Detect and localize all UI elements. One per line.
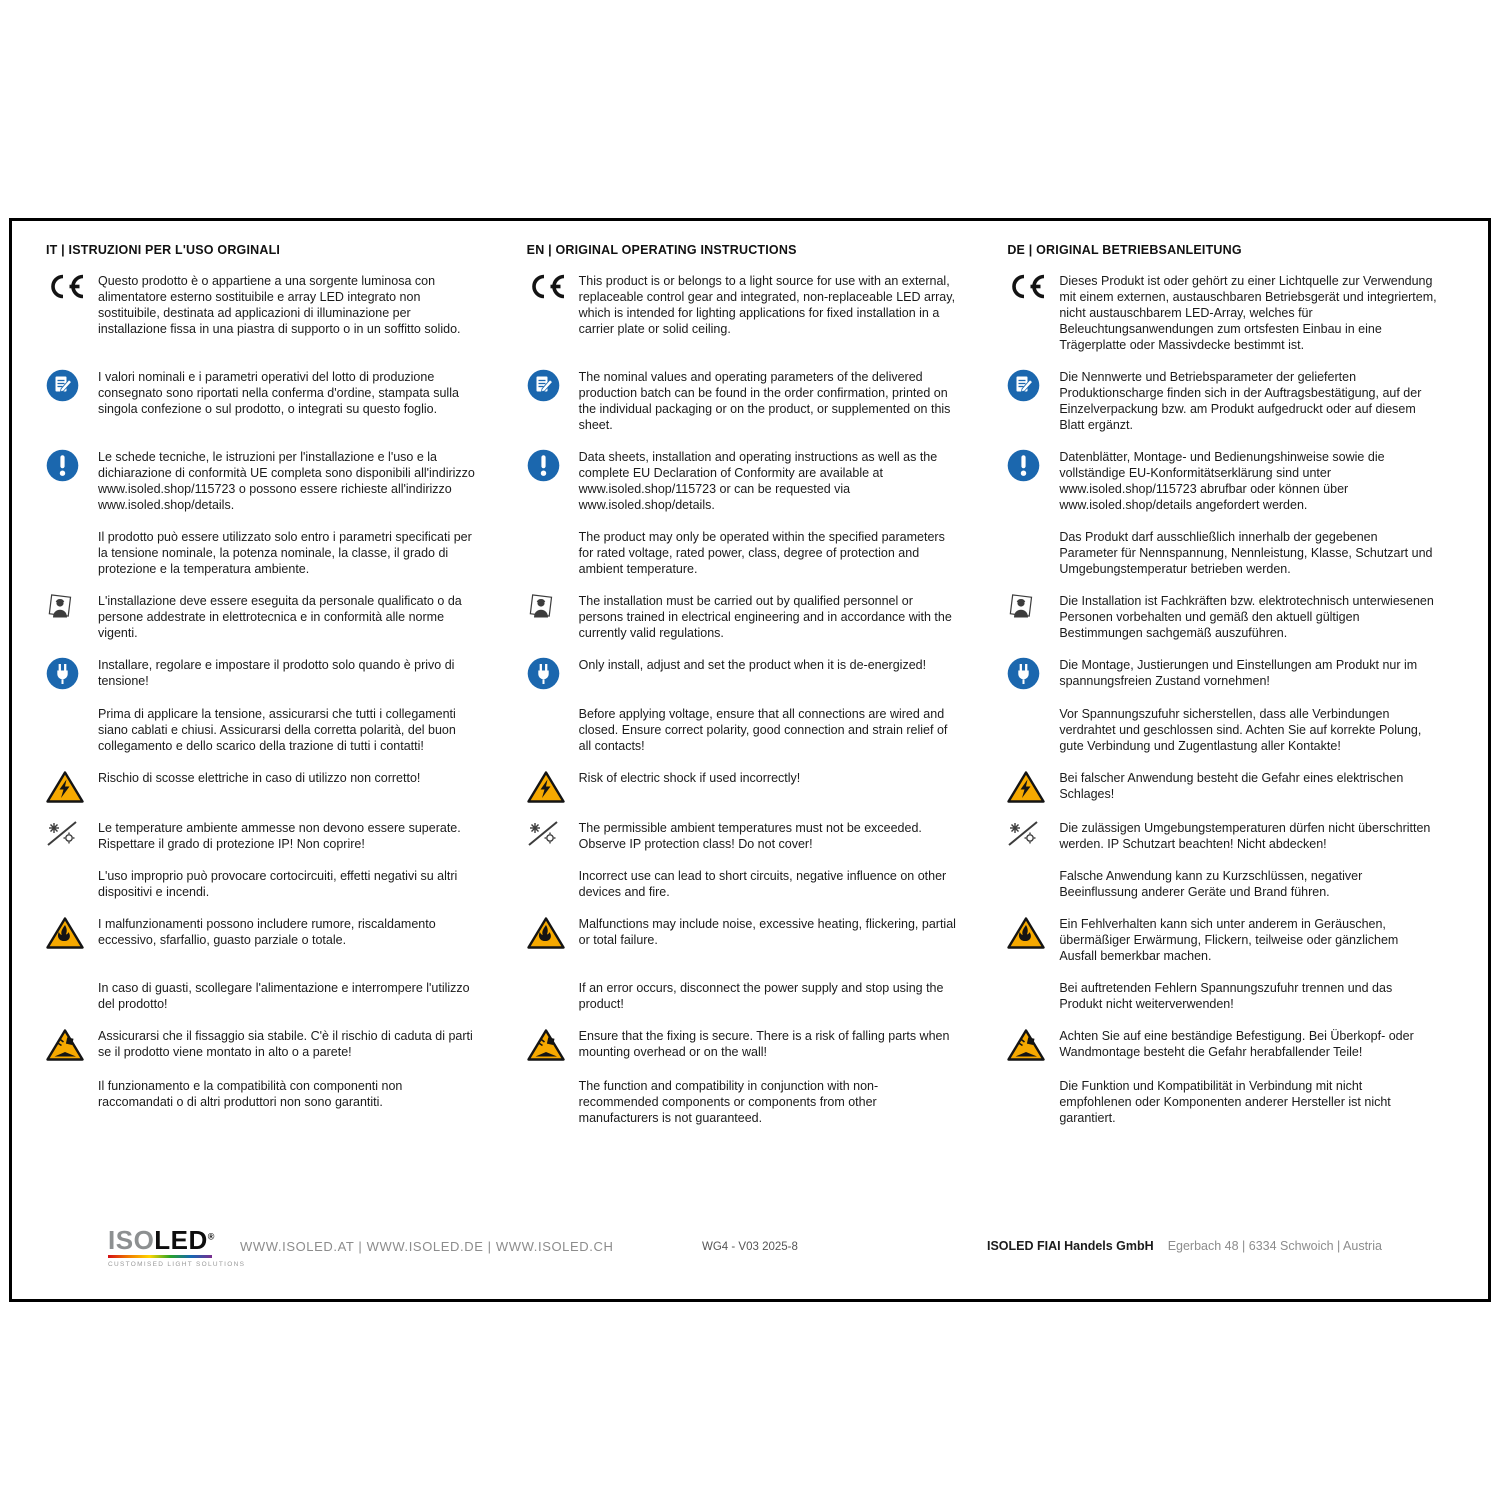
instruction-row-cell (46, 1078, 493, 1126)
instruction-text: Before applying voltage, ensure that all connections are wired and closed. Ensure correct polarity, good connection and strain relief of all contacts! (578, 707, 948, 753)
instruction-row-cell (1007, 449, 1454, 513)
instruction-text: Prima di applicare la tensione, assicurarsi che tutti i collegamenti siano cablati e chiusi. Assicurarsi della corretta polarità, del buon collegamento e dello scarico della trazione di tutti i contatti! (98, 707, 456, 753)
instruction-text: The installation must be carried out by qualified personnel or persons trained in electrical engineering and in accordance with the currently valid regulations. (578, 594, 952, 640)
isoled-logo-word (108, 1227, 238, 1253)
instruction-text: Data sheets, installation and operating instructions as well as the complete EU Declaration of Conformity are available at www.isoled.shop/115723 or can be requested via www.isoled.shop/details. (578, 450, 938, 512)
de-energize-icon (46, 657, 98, 690)
instruction-text: Il funzionamento e la compatibilità con componenti non raccomandati o di altri produttori non sono garantiti. (98, 1079, 403, 1109)
icon-spacer (527, 868, 579, 900)
instruction-text: I valori nominali e i parametri operativi del lotto di produzione consegnato sono riportati nella conferma d'ordine, stampata sulla singola confezione o sul prodotto, o integrati su questo foglio. (98, 370, 459, 416)
instruction-row-cell (527, 369, 974, 433)
instruction-row-cell (46, 529, 493, 577)
instruction-row-cell (1007, 369, 1454, 433)
instruction-row-cell (46, 706, 493, 754)
instruction-row-cell (1007, 1078, 1454, 1126)
instruction-text: Le temperature ambiente ammesse non devono essere superate. Rispettare il grado di protezione IP! Non coprire! (98, 821, 461, 851)
instruction-row-cell (527, 593, 974, 641)
instruction-row-cell (1007, 529, 1454, 577)
icon-spacer (46, 980, 98, 1012)
instruction-row-cell (1007, 820, 1454, 852)
instruction-row-cell (46, 369, 493, 433)
production-batch-icon (46, 369, 98, 433)
icon-spacer (1007, 529, 1059, 577)
company-name: ISOLED FIAI Handels GmbH (987, 1239, 1154, 1253)
column-header-2: DE | ORIGINAL BETRIEBSANLEITUNG (1007, 243, 1242, 257)
company-address: Egerbach 48 | 6334 Schwoich | Austria (1167, 1239, 1382, 1253)
instruction-text: The function and compatibility in conjunction with non-recommended components or components from other manufacturers is not guaranteed. (578, 1079, 879, 1125)
registered-mark-icon: ® (207, 1231, 215, 1242)
icon-spacer (46, 706, 98, 754)
production-batch-icon (527, 369, 579, 433)
instruction-row-cell (527, 449, 974, 513)
company-info (987, 1239, 1382, 1253)
instruction-text: Die Nennwerte und Betriebsparameter der gelieferten Produktionscharge finden sich in der Auftragsbestätigung, auf der Einzelverpackung bzw. am Produkt aufgedruckt oder auf diesem Blatt ergänzt. (1059, 370, 1422, 432)
instruction-text: If an error occurs, disconnect the power supply and stop using the product! (578, 981, 944, 1011)
de-energize-icon (1007, 657, 1059, 690)
instruction-row-cell (1007, 868, 1454, 900)
instruction-row-cell (46, 820, 493, 852)
malfunction-warning-icon (46, 916, 98, 964)
instruction-text: Achten Sie auf eine beständige Befestigung. Bei Überkopf- oder Wandmontage besteht die Gefahr herabfallender Teile! (1059, 1029, 1414, 1059)
document-version-code: WG4 - V03 2025-8 (702, 1241, 798, 1253)
qualified-personnel-icon (46, 593, 98, 641)
instruction-row-cell (527, 820, 974, 852)
icon-spacer (46, 868, 98, 900)
instruction-text: Incorrect use can lead to short circuits, negative influence on other devices and fire. (578, 869, 947, 899)
instructions-grid (46, 243, 1454, 1142)
ce-mark-icon (527, 273, 579, 353)
instruction-text: Il prodotto può essere utilizzato solo entro i parametri specificati per la tensione nominale, la potenza nominale, la classe, il grado di protezione e la temperatura ambiente. (98, 530, 472, 576)
instruction-text: In caso di guasti, scollegare l'alimentazione e interrompere l'utilizzo del prodotto! (98, 981, 470, 1011)
instruction-text: Die Funktion und Kompatibilität in Verbindung mit nicht empfohlenen oder Komponenten anderer Hersteller ist nicht garantiert. (1059, 1079, 1391, 1125)
instruction-row-cell (46, 770, 493, 804)
ce-mark-icon (46, 273, 98, 353)
instruction-row-cell (46, 449, 493, 513)
instruction-row-cell (527, 916, 974, 964)
icon-spacer (1007, 706, 1059, 754)
instruction-text: Bei falscher Anwendung besteht die Gefahr eines elektrischen Schlages! (1059, 771, 1404, 801)
malfunction-warning-icon (527, 916, 579, 964)
instruction-row-cell (1007, 273, 1454, 353)
instruction-text: Only install, adjust and set the product when it is de-energized! (578, 658, 927, 672)
instruction-row-cell (1007, 593, 1454, 641)
qualified-personnel-icon (527, 593, 579, 641)
icon-spacer (1007, 868, 1059, 900)
falling-parts-warning-icon (527, 1028, 579, 1062)
instruction-text: L'installazione deve essere eseguita da personale qualificato o da persone addestrate in elettrotecnica e in conformità alle norme vigenti. (98, 594, 462, 640)
ambient-temperature-icon (1007, 820, 1059, 852)
instruction-text: Rischio di scosse elettriche in caso di utilizzo non corretto! (98, 771, 421, 785)
production-batch-icon (1007, 369, 1059, 433)
instruction-text: Die Installation ist Fachkräften bzw. elektrotechnisch unterwiesenen Personen vorbehalten und gemäß den aktuell gültigen Bestimmungen sachgemäß auszuführen. (1059, 594, 1434, 640)
instruction-row-cell (46, 1028, 493, 1062)
electric-shock-warning-icon (1007, 770, 1059, 804)
qualified-personnel-icon (1007, 593, 1059, 641)
instruction-row-cell (1007, 657, 1454, 690)
sheet-footer (72, 1227, 1448, 1275)
instruction-row-cell (46, 593, 493, 641)
instruction-text: Assicurarsi che il fissaggio sia stabile. C'è il rischio di caduta di parti se il prodotto viene montato in alto o a parete! (98, 1029, 473, 1059)
instruction-text: The product may only be operated within the specified parameters for rated voltage, rated power, class, degree of protection and ambient temperature. (578, 530, 945, 576)
icon-spacer (527, 706, 579, 754)
icon-spacer (1007, 1078, 1059, 1126)
instruction-text: Installare, regolare e impostare il prodotto solo quando è privo di tensione! (98, 658, 455, 688)
electric-shock-warning-icon (46, 770, 98, 804)
icon-spacer (1007, 980, 1059, 1012)
logo-iso-text: ISO (108, 1225, 155, 1255)
instruction-text: Datenblätter, Montage- und Bedienungshinweise sowie die vollständige EU-Konformitätserklärung sind unter www.isoled.shop/115723 abrufbar oder können über www.isoled.shop/details angefordert werden. (1059, 450, 1385, 512)
instruction-row-cell (527, 770, 974, 804)
instruction-text: Ensure that the fixing is secure. There is a risk of falling parts when mounting overhead or on the wall! (578, 1029, 950, 1059)
instruction-row-cell (527, 1028, 974, 1062)
logo-led-text: LED (154, 1225, 208, 1255)
instruction-row-cell (1007, 770, 1454, 804)
instruction-text: Ein Fehlverhalten kann sich unter anderem in Geräuschen, übermäßiger Erwärmung, Flickern, teilweise oder gänzlichem Ausfall bemerkbar machen. (1059, 917, 1399, 963)
instruction-sheet-frame (9, 218, 1491, 1302)
documentation-icon (1007, 449, 1059, 513)
instruction-text: Bei auftretenden Fehlern Spannungszufuhr trennen und das Produkt nicht weiterverwenden! (1059, 981, 1393, 1011)
icon-spacer (527, 980, 579, 1012)
instruction-text: Vor Spannungszufuhr sicherstellen, dass alle Verbindungen verdrahtet und geschlossen sind. Achten Sie auf korrekte Polung, gute Verbindung und Zugentlastung aller Kontakte! (1059, 707, 1422, 753)
ambient-temperature-icon (527, 820, 579, 852)
instruction-text: Das Produkt darf ausschließlich innerhalb der gegebenen Parameter für Nennspannung, Nennleistung, Klasse, Schutzart und Umgebungstemperatur betrieben werden. (1059, 530, 1433, 576)
instruction-row-cell (1007, 1028, 1454, 1062)
documentation-icon (527, 449, 579, 513)
instruction-text: This product is or belongs to a light source for use with an external, replaceable control gear and integrated, non-replaceable LED array, which is intended for lighting applications for fixed installation in a carrier plate or solid ceiling. (578, 274, 956, 336)
instruction-text: Le schede tecniche, le istruzioni per l'installazione e l'uso e la dichiarazione di conformità UE completa sono disponibili all'indirizzo www.isoled.shop/115723 o possono essere richieste all'indirizzo www.isoled.shop/details. (98, 450, 475, 512)
instruction-row-cell (46, 980, 493, 1012)
ce-mark-icon (1007, 273, 1059, 353)
instruction-text: Die Montage, Justierungen und Einstellungen am Produkt nur im spannungsfreien Zustand vornehmen! (1059, 658, 1418, 688)
falling-parts-warning-icon (1007, 1028, 1059, 1062)
icon-spacer (527, 529, 579, 577)
icon-spacer (46, 1078, 98, 1126)
icon-spacer (46, 529, 98, 577)
instruction-row-cell (46, 273, 493, 353)
instruction-row-cell (527, 868, 974, 900)
logo-tagline: CUSTOMISED LIGHT SOLUTIONS (108, 1261, 246, 1268)
instruction-row-cell (1007, 706, 1454, 754)
isoled-logo (108, 1225, 246, 1268)
falling-parts-warning-icon (46, 1028, 98, 1062)
footer-websites: WWW.ISOLED.AT | WWW.ISOLED.DE | WWW.ISOLED.CH (240, 1239, 614, 1254)
de-energize-icon (527, 657, 579, 690)
instruction-text: Malfunctions may include noise, excessive heating, flickering, partial or total failure. (578, 917, 956, 947)
instruction-text: L'uso improprio può provocare cortocircuiti, effetti negativi su altri dispositivi e incendi. (98, 869, 458, 899)
instruction-row-cell (1007, 916, 1454, 964)
instruction-row-cell (46, 916, 493, 964)
instruction-text: Risk of electric shock if used incorrectly! (578, 771, 801, 785)
instruction-row-cell (527, 980, 974, 1012)
icon-spacer (527, 1078, 579, 1126)
ambient-temperature-icon (46, 820, 98, 852)
instruction-text: The permissible ambient temperatures must not be exceeded. Observe IP protection class! Do not cover! (578, 821, 922, 851)
instruction-text: Dieses Produkt ist oder gehört zu einer Lichtquelle zur Verwendung mit einem externen, austauschbaren Betriebsgerät und integriertem, nicht austauschbarem LED-Array, welches für Beleuchtungsanwendungen zum ortsfesten Einbau in eine Trägerplatte oder Massivdecke bestimmt ist. (1059, 274, 1437, 352)
instruction-row-cell (527, 1078, 974, 1126)
instruction-text: Falsche Anwendung kann zu Kurzschlüssen, negativer Beeinflussung anderer Geräte und Brand führen. (1059, 869, 1363, 899)
instruction-row-cell (527, 657, 974, 690)
instruction-row-cell (527, 273, 974, 353)
column-header-1: EN | ORIGINAL OPERATING INSTRUCTIONS (526, 243, 797, 257)
logo-color-bar (108, 1255, 212, 1258)
instruction-row-cell (527, 706, 974, 754)
instruction-text: I malfunzionamenti possono includere rumore, riscaldamento eccessivo, sfarfallio, guasto parziale o totale. (98, 917, 436, 947)
instruction-row-cell (527, 529, 974, 577)
instruction-text: Questo prodotto è o appartiene a una sorgente luminosa con alimentatore esterno sostituibile e array LED integrato non sostituibile, destinata ad applicazioni di illuminazione per installazione fissa in una piastra di supporto o in un soffitto solido. (98, 274, 461, 336)
column-header-0: IT | ISTRUZIONI PER L'USO ORGINALI (46, 243, 281, 257)
instruction-row-cell (46, 868, 493, 900)
instruction-text: The nominal values and operating parameters of the delivered production batch can be found in the order confirmation, printed on the individual packaging or on the product, or supplemented on this sheet. (578, 370, 951, 432)
documentation-icon (46, 449, 98, 513)
instruction-row-cell (46, 657, 493, 690)
malfunction-warning-icon (1007, 916, 1059, 964)
electric-shock-warning-icon (527, 770, 579, 804)
instruction-text: Die zulässigen Umgebungstemperaturen dürfen nicht überschritten werden. IP Schutzart beachten! Nicht abdecken! (1059, 821, 1431, 851)
instruction-row-cell (1007, 980, 1454, 1012)
